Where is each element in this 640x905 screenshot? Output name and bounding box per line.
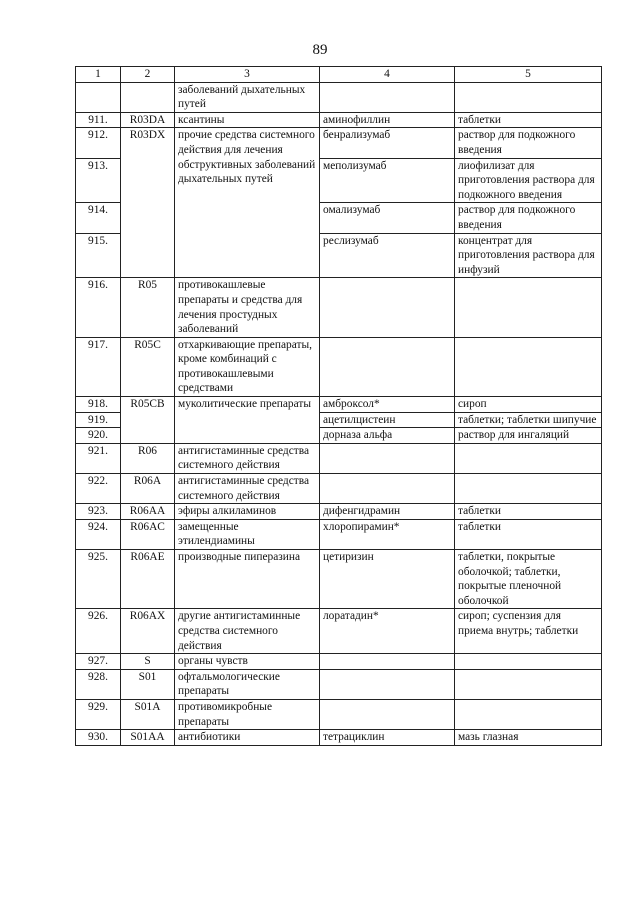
table-row [76,609,602,654]
table-row [76,337,602,396]
group-name: заболеваний дыхательных путей [175,82,320,112]
dosage-form [455,474,602,504]
table-row [76,550,602,609]
row-number: 924. [76,519,121,549]
row-number: 918. [76,397,121,413]
table-row [76,699,602,729]
group-name: эфиры алкиламинов [175,504,320,520]
drug-name: амброксол* [320,397,455,413]
row-number: 915. [76,233,121,278]
drug-name [320,443,455,473]
table-row [76,412,602,428]
row-number: 913. [76,158,121,203]
drug-name: лоратадин* [320,609,455,654]
dosage-form [455,699,602,729]
drug-name [320,669,455,699]
dosage-form: таблетки; таблетки шипучие [455,412,602,428]
dosage-form: мазь глазная [455,730,602,746]
group-name: противомикробные препараты [175,699,320,729]
row-number: 929. [76,699,121,729]
table-row [76,82,602,112]
table-row [76,654,602,670]
group-name: муколитические препараты [175,397,320,428]
atc-code: R03DA [121,112,175,128]
header-col-4: 4 [320,67,455,83]
table-row [76,158,602,203]
drug-list-table [75,66,602,746]
dosage-form [455,337,602,396]
atc-code [121,82,175,112]
table-row [76,519,602,549]
group-name: офтальмологические препараты [175,669,320,699]
row-number: 927. [76,654,121,670]
header-col-2: 2 [121,67,175,83]
row-number: 930. [76,730,121,746]
row-number: 921. [76,443,121,473]
row-number: 923. [76,504,121,520]
table-row [76,730,602,746]
group-name: другие антигистаминные средства системного действия [175,609,320,654]
group-name: отхаркивающие препараты, кроме комбинаций с противокашлевыми средствами [175,337,320,396]
dosage-form: раствор для ингаляций [455,428,602,444]
table-row [76,397,602,413]
atc-code [121,428,175,444]
dosage-form: таблетки, покрытые оболочкой; таблетки, покрытые пленочной оболочкой [455,550,602,609]
row-number: 925. [76,550,121,609]
table-row [76,203,602,233]
atc-code: R06AC [121,519,175,549]
table-row [76,669,602,699]
table-row [76,278,602,337]
group-name: антигистаминные средства системного действия [175,474,320,504]
drug-name: меполизумаб [320,158,455,203]
group-name: ксантины [175,112,320,128]
drug-name: тетрациклин [320,730,455,746]
group-name [175,428,320,444]
dosage-form: таблетки [455,504,602,520]
row-number: 911. [76,112,121,128]
header-col-5: 5 [455,67,602,83]
drug-name: аминофиллин [320,112,455,128]
atc-code [121,203,175,233]
drug-name: цетиризин [320,550,455,609]
group-name: антигистаминные средства системного действия [175,443,320,473]
table-row [76,443,602,473]
dosage-form: таблетки [455,112,602,128]
atc-code: R05CB [121,397,175,413]
row-number: 928. [76,669,121,699]
drug-name: бенрализумаб [320,128,455,158]
dosage-form: лиофилизат для приготовления раствора для подкожного введения [455,158,602,203]
table-row [76,112,602,128]
dosage-form: концентрат для приготовления раствора для инфузий [455,233,602,278]
atc-code: R05 [121,278,175,337]
dosage-form: раствор для подкожного введения [455,128,602,158]
group-name [175,203,320,233]
atc-code: S [121,654,175,670]
row-number: 912. [76,128,121,158]
table-row [76,474,602,504]
dosage-form [455,443,602,473]
row-number: 917. [76,337,121,396]
table-row [76,504,602,520]
row-number: 914. [76,203,121,233]
drug-name [320,337,455,396]
group-name: антибиотики [175,730,320,746]
group-name: прочие средства системного действия для лечения обструктивных заболеваний дыхательных путей [175,128,320,203]
header-row [76,67,602,83]
drug-name: омализумаб [320,203,455,233]
atc-code: R06 [121,443,175,473]
drug-name: дифенгидрамин [320,504,455,520]
dosage-form [455,654,602,670]
table-row [76,233,602,278]
atc-code: S01AA [121,730,175,746]
dosage-form: таблетки [455,519,602,549]
table-row [76,128,602,158]
row-number: 926. [76,609,121,654]
dosage-form [455,669,602,699]
table-row [76,428,602,444]
drug-name [320,278,455,337]
header-col-3: 3 [175,67,320,83]
row-number: 922. [76,474,121,504]
group-name [175,233,320,278]
atc-code [121,158,175,203]
row-number [76,82,121,112]
atc-code: R06AX [121,609,175,654]
drug-name: реслизумаб [320,233,455,278]
drug-name [320,474,455,504]
row-number: 919. [76,412,121,428]
row-number: 916. [76,278,121,337]
atc-code: R03DX [121,128,175,158]
drug-name [320,82,455,112]
dosage-form [455,278,602,337]
page-number: 89 [312,42,328,58]
header-col-1: 1 [76,67,121,83]
row-number: 920. [76,428,121,444]
drug-name: дорназа альфа [320,428,455,444]
dosage-form [455,82,602,112]
drug-name: ацетилцистеин [320,412,455,428]
drug-name: хлоропирамин* [320,519,455,549]
atc-code [121,233,175,278]
drug-name [320,654,455,670]
atc-code: S01 [121,669,175,699]
atc-code: R06AA [121,504,175,520]
group-name: противокашлевые препараты и средства для лечения простудных заболеваний [175,278,320,337]
atc-code: S01A [121,699,175,729]
group-name: замещенные этилендиамины [175,519,320,549]
atc-code: R06A [121,474,175,504]
atc-code: R05C [121,337,175,396]
group-name: производные пиперазина [175,550,320,609]
dosage-form: раствор для подкожного введения [455,203,602,233]
atc-code: R06AE [121,550,175,609]
atc-code [121,412,175,428]
dosage-form: сироп; суспензия для приема внутрь; таблетки [455,609,602,654]
group-name: органы чувств [175,654,320,670]
drug-name [320,699,455,729]
dosage-form: сироп [455,397,602,413]
